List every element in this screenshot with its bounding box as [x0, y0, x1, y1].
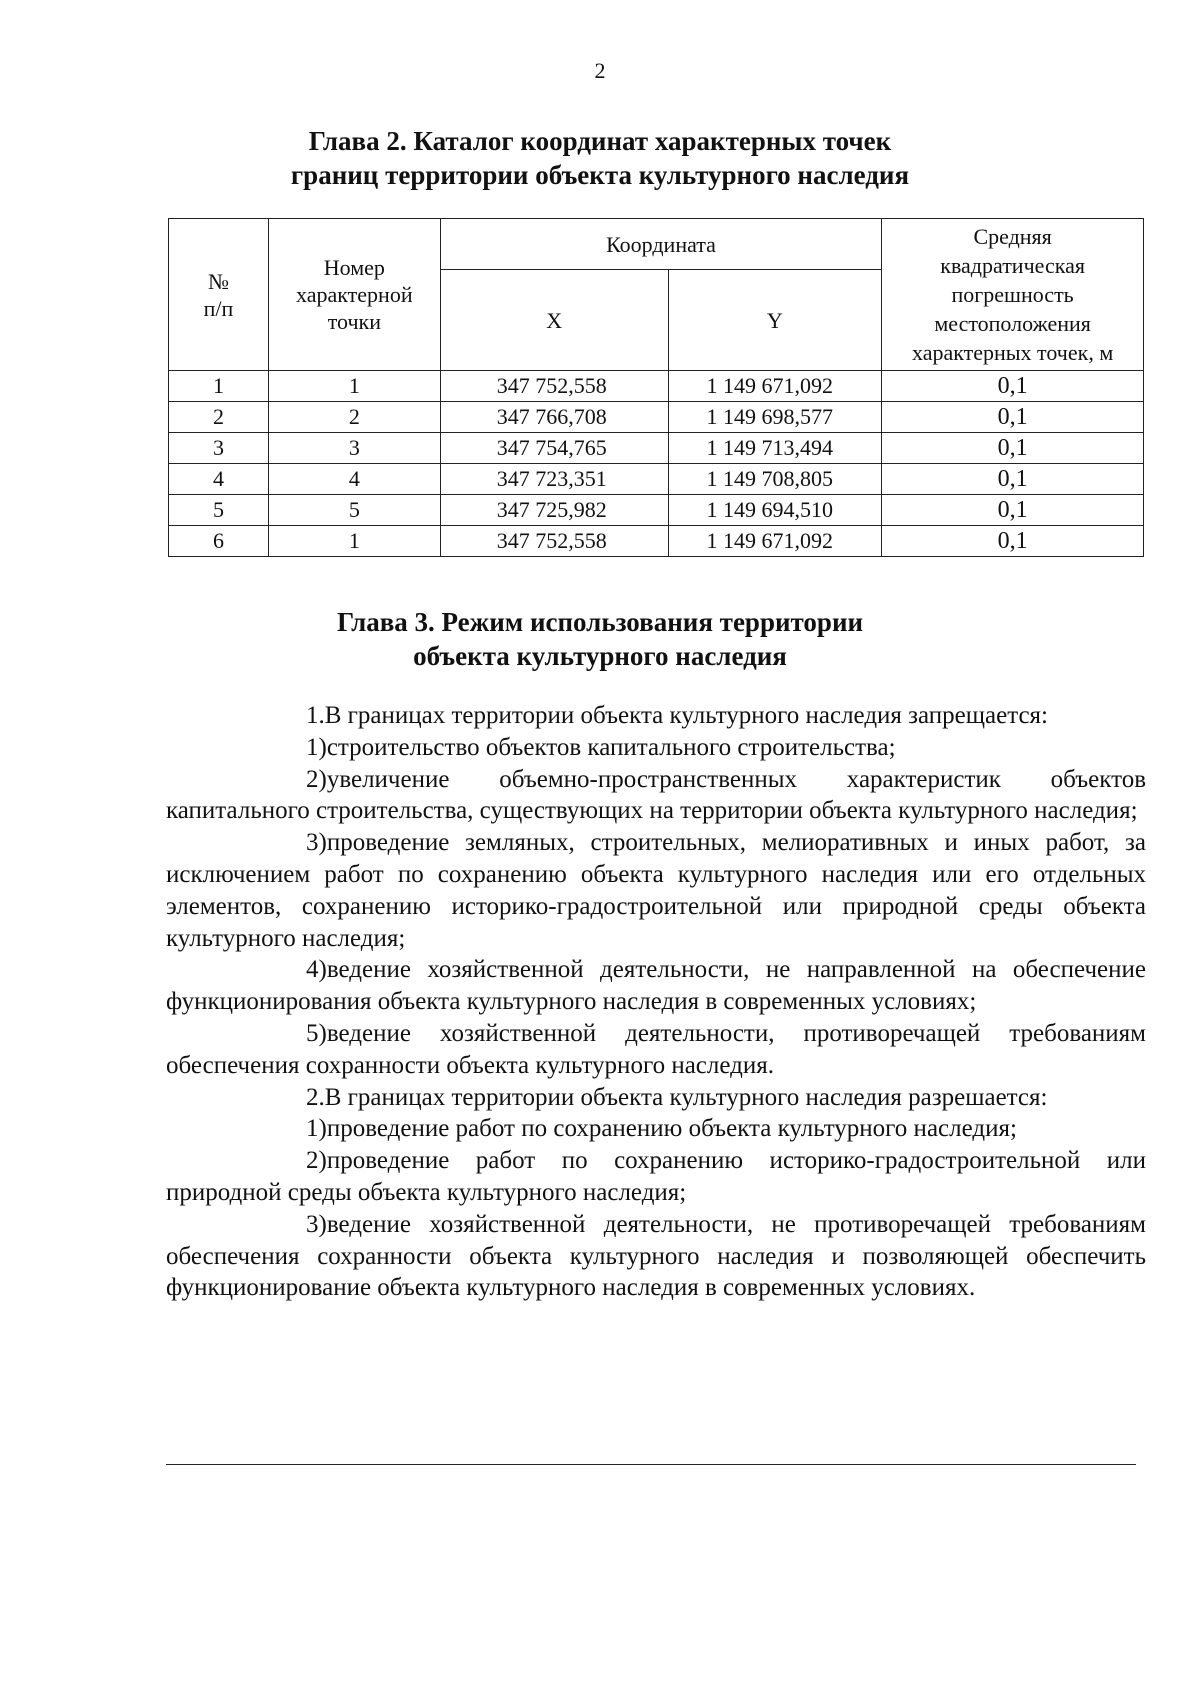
- paragraph: [166, 700, 1146, 732]
- paragraph: [166, 1018, 1146, 1082]
- paragraph: [166, 764, 1146, 828]
- paragraph-text: проведение работ по сохранению объекта культурного наследия;: [326, 1115, 1017, 1143]
- header-point-line-2: характерной: [296, 282, 413, 307]
- header-error-line-4: местоположения: [934, 311, 1091, 336]
- cell-y: 1 149 671,092: [668, 371, 882, 402]
- header-number-line-1: №: [207, 268, 229, 294]
- paragraph-text: В границах территории объекта культурного наследия запрещается:: [324, 702, 1048, 729]
- header-error-line-3: погрешность: [951, 282, 1074, 307]
- paragraph-marker: 3): [306, 1210, 327, 1238]
- cell-number: 4: [169, 464, 269, 495]
- paragraph: [166, 1082, 1146, 1114]
- chapter-3-title-line-1: Глава 3. Режим использования территории: [336, 607, 864, 637]
- paragraph-text: увеличение объемно-пространственных характеристик объектов капитального строительства, существующих на территории объекта культурного наследия;: [166, 765, 1146, 825]
- paragraph: [166, 954, 1146, 1018]
- chapter-2-title-line-2: границ территории объекта культурного наследия: [290, 160, 910, 190]
- cell-number: 1: [169, 371, 269, 402]
- cell-error: 0,1: [882, 402, 1144, 433]
- table-row: [169, 371, 1144, 402]
- chapter-2-title: [0, 124, 1200, 192]
- cell-number: 2: [169, 402, 269, 433]
- paragraph: [166, 1113, 1146, 1145]
- cell-error: 0,1: [882, 526, 1144, 557]
- cell-error: 0,1: [882, 371, 1144, 402]
- paragraph-text: В границах территории объекта культурного наследия разрешается:: [324, 1083, 1048, 1111]
- cell-x: 347 752,558: [440, 371, 668, 402]
- table-row: [169, 433, 1144, 464]
- cell-y: 1 149 671,092: [668, 526, 882, 557]
- paragraph-marker: 1.: [306, 702, 325, 729]
- header-coordinate: Координата: [440, 219, 881, 270]
- cell-point: 4: [268, 464, 440, 495]
- cell-x: 347 723,351: [440, 464, 668, 495]
- header-number-line-2: п/п: [203, 295, 234, 321]
- cell-error: 0,1: [882, 495, 1144, 526]
- chapter-3-title-line-2: объекта культурного наследия: [413, 641, 787, 671]
- header-point-line-1: Номер: [323, 255, 385, 280]
- paragraph: [166, 1145, 1146, 1209]
- regulations-text: [166, 700, 1146, 1304]
- cell-point: 5: [268, 495, 440, 526]
- table-row: [169, 402, 1144, 433]
- cell-number: 3: [169, 433, 269, 464]
- paragraph-marker: 3): [306, 829, 327, 857]
- paragraph-text: ведение хозяйственной деятельности, противоречащей требованиям обеспечения сохранности объекта культурного наследия.: [166, 1019, 1146, 1079]
- paragraph-marker: 2.: [306, 1083, 325, 1111]
- paragraph-marker: 1): [306, 1115, 327, 1143]
- page-number: 2: [594, 58, 606, 83]
- paragraph-marker: 1): [306, 733, 327, 761]
- paragraph-text: проведение земляных, строительных, мелиоративных и иных работ, за исключением работ по сохранению объекта культурного наследия или его отдельных элементов, сохранению историко-градостроительной или природной среды объекта культурного наследия;: [166, 829, 1146, 952]
- cell-number: 5: [169, 495, 269, 526]
- paragraph-text: ведение хозяйственной деятельности, не противоречащей требованиям обеспечения сохранности объекта культурного наследия и позволяющей обеспечить функционирование объекта культурного наследия в современных условиях.: [166, 1210, 1146, 1302]
- paragraph-marker: 5): [306, 1019, 327, 1047]
- cell-point: 2: [268, 402, 440, 433]
- footer-divider: [166, 1464, 1136, 1465]
- coordinates-table: [168, 218, 1144, 557]
- cell-point: 1: [268, 371, 440, 402]
- cell-y: 1 149 698,577: [668, 402, 882, 433]
- header-x: X: [440, 270, 668, 371]
- cell-x: 347 766,708: [440, 402, 668, 433]
- paragraph: [166, 732, 1146, 764]
- cell-point: 1: [268, 526, 440, 557]
- paragraph-marker: 2): [306, 1147, 327, 1175]
- header-error-line-2: квадратическая: [940, 253, 1085, 278]
- table-row: [169, 464, 1144, 495]
- table-header-row-1: [169, 219, 1144, 270]
- cell-y: 1 149 713,494: [668, 433, 882, 464]
- cell-number: 6: [169, 526, 269, 557]
- header-point-number: [268, 219, 440, 371]
- cell-point: 3: [268, 433, 440, 464]
- paragraph-text: строительство объектов капитального строительства;: [326, 733, 896, 761]
- paragraph: [166, 827, 1146, 954]
- header-number: [169, 219, 269, 371]
- chapter-3-title: [0, 605, 1200, 673]
- header-error-line-1: Средняя: [973, 224, 1052, 249]
- header-point-line-3: точки: [327, 309, 381, 334]
- cell-y: 1 149 708,805: [668, 464, 882, 495]
- cell-x: 347 752,558: [440, 526, 668, 557]
- header-y: Y: [668, 270, 882, 371]
- table-row: [169, 526, 1144, 557]
- header-error: [882, 219, 1144, 371]
- cell-error: 0,1: [882, 433, 1144, 464]
- paragraph: [166, 1209, 1146, 1304]
- chapter-2-title-line-1: Глава 2. Каталог координат характерных точек: [308, 126, 892, 156]
- header-error-line-5: характерных точек, м: [911, 340, 1114, 365]
- paragraph-text: проведение работ по сохранению историко-градостроительной или природной среды объекта культурного наследия;: [166, 1147, 1146, 1206]
- cell-x: 347 754,765: [440, 433, 668, 464]
- paragraph-marker: 4): [306, 956, 327, 984]
- paragraph-marker: 2): [306, 765, 327, 793]
- cell-y: 1 149 694,510: [668, 495, 882, 526]
- cell-error: 0,1: [882, 464, 1144, 495]
- table-row: [169, 495, 1144, 526]
- cell-x: 347 725,982: [440, 495, 668, 526]
- paragraph-text: ведение хозяйственной деятельности, не направленной на обеспечение функционирования объекта культурного наследия в современных условиях;: [166, 956, 1146, 1016]
